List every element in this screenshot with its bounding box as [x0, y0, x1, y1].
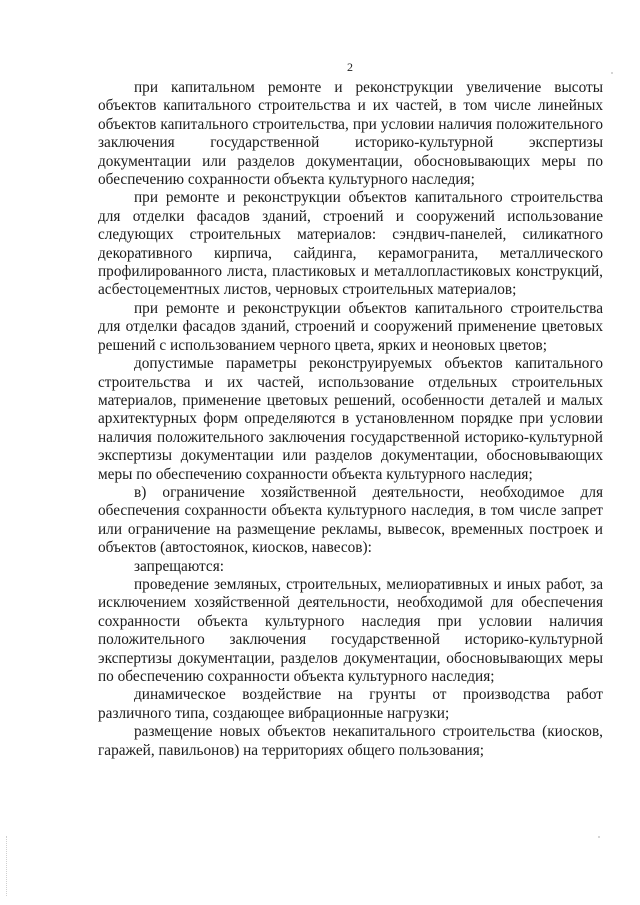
scan-speck [611, 72, 613, 74]
paragraph-height-increase: при капитальном ремонте и реконструкции увеличение высоты объектов капитального строительства и их частей, в том числе линейных объектов капитального строительства, при условии наличия положительного заключения государственной историко-культурной экспертизы документации или разделов документации, обосновывающих меры по обеспечению сохранности объекта культурного наследия; [98, 79, 603, 189]
paragraph-earthworks: проведение земляных, строительных, мелиоративных и иных работ, за исключением хозяйственной деятельности, необходимой для обеспечения сохранности объекта культурного наследия при условии наличия положительного заключения государственной историко-культурной экспертизы документации, разделов документации, обосновывающих меры по обеспечению сохранности объекта культурного наследия; [98, 575, 603, 685]
paragraph-permitted-parameters: допустимые параметры реконструируемых объектов капитального строительства и их частей, использование отдельных строительных материалов, применение цветовых решений, особенности деталей и малых архитектурных форм определяются в установленном порядке при условии наличия положительного заключения государственной историко-культурной экспертизы документации или разделов документации, обосновывающих меры по обеспечению сохранности объекта культурного наследия; [98, 355, 603, 483]
paragraph-dynamic-impact: динамическое воздействие на грунты от производства работ различного типа, создающее вибрационные нагрузки; [98, 686, 603, 722]
paragraph-economic-restriction: в) ограничение хозяйственной деятельности, необходимое для обеспечения сохранности объекта культурного наследия, в том числе запрет или ограничение на размещение рекламы, вывесок, временных построек и объектов (автостоянок, киосков, навесов): [98, 483, 603, 557]
document-body [98, 79, 603, 760]
scan-speck [598, 836, 600, 838]
paragraph-facade-materials: при ремонте и реконструкции объектов капитального строительства для отделки фасадов зданий, строений и сооружений использование следующих строительных материалов: сэндвич-панелей, силикатного декоративного кирпича, сайдинга, керамогранита, металлического профилированного листа, пластиковых и металлопластиковых конструкций, асбестоцементных листов, черновых строительных материалов; [98, 189, 603, 299]
page-number: 2 [347, 60, 353, 74]
paragraph-prohibited-heading: запрещаются: [134, 557, 224, 575]
paragraph-facade-colors: при ремонте и реконструкции объектов капитального строительства для отделки фасадов зданий, строений и сооружений применение цветовых решений с использованием черного цвета, ярких и неоновых цветов; [98, 299, 603, 354]
scan-margin-artifact [6, 836, 10, 896]
paragraph-non-capital-objects: размещение новых объектов некапитального строительства (киосков, гаражей, павильонов) на территориях общего пользования; [98, 723, 603, 759]
